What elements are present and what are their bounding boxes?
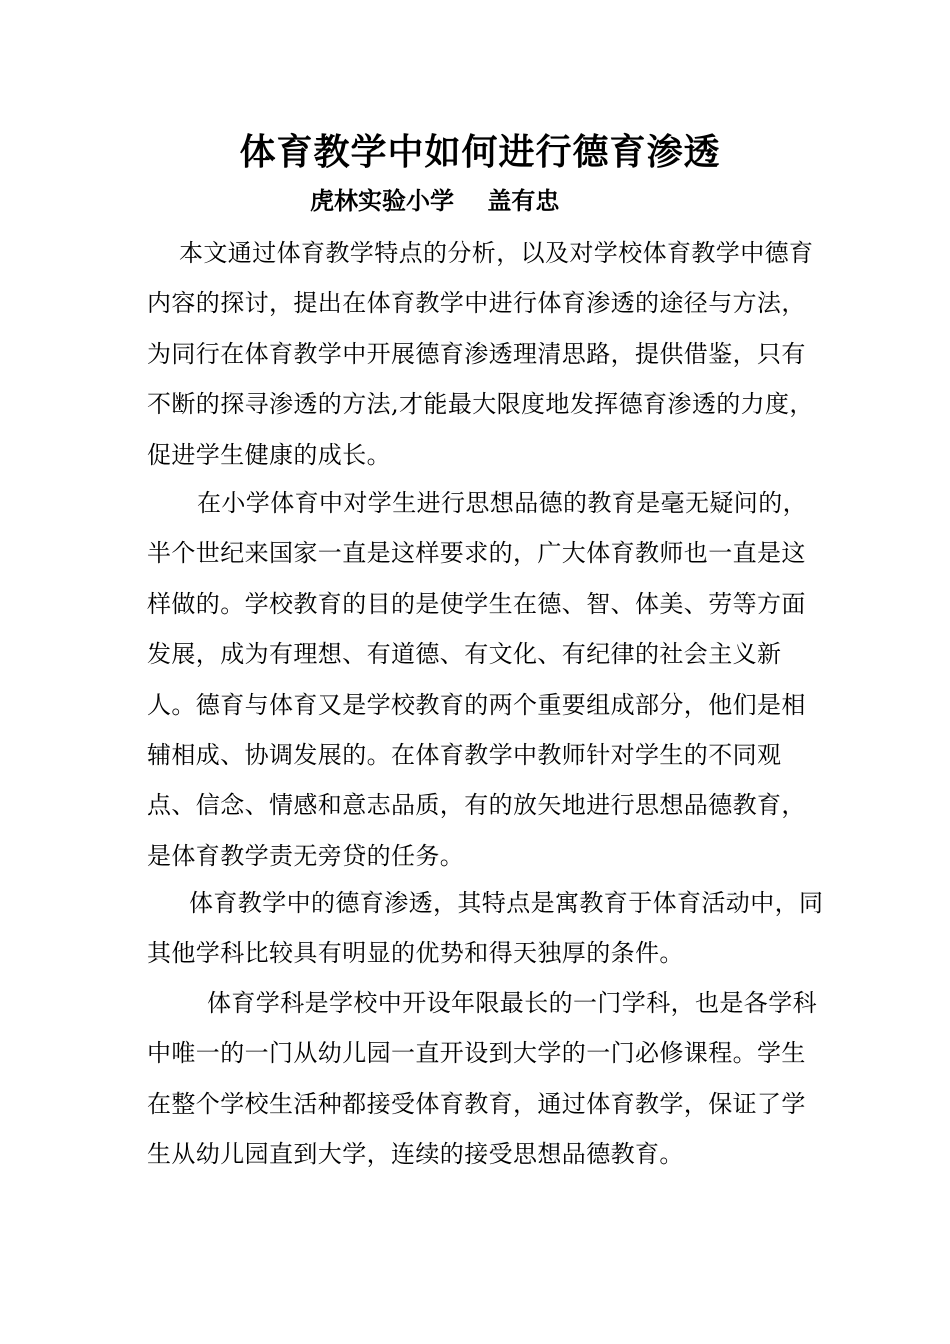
author-line: 虎林实验小学 盖有忠 xyxy=(310,186,560,215)
paragraph-4: 体育学科是学校中开设年限最长的一门学科，也是各学科中唯一的一门从幼儿园一直开设到大学的一门必修课程。学生在整个学校生活种都接受体育教育，通过体育教学，保证了学生从幼儿园直到大学，连续的接受思想品德教育。 xyxy=(147,989,817,1169)
document-title: 体育教学中如何进行德育渗透 xyxy=(239,131,721,173)
paragraph-2: 在小学体育中对学生进行思想品德的教育是毫无疑问的，半个世纪来国家一直是这样要求的，广大体育教师也一直是这样做的。学校教育的目的是使学生在德、智、体美、劳等方面发展，成为有理想、有道德、有文化、有纪律的社会主义新人。德育与体育又是学校教育的两个重要组成部分，他们是相辅相成、协调发展的。在体育教学中教师针对学生的不同观点、信念、情感和意志品质，有的放矢地进行思想品德教育，是体育教学责无旁贷的任务。 xyxy=(147,489,807,870)
paragraph-1: 本文通过体育教学特点的分析，以及对学校体育教学中德育内容的探讨，提出在体育教学中进行体育渗透的途径与方法，为同行在体育教学中开展德育渗透理清思路，提供借鉴，只有不断的探寻渗透的方法,才能最大限度地发挥德育渗透的力度，促进学生健康的成长。 xyxy=(147,239,814,469)
paragraph-3: 体育教学中的德育渗透，其特点是寓教育于体育活动中，同其他学科比较具有明显的优势和得天独厚的条件。 xyxy=(147,889,824,968)
